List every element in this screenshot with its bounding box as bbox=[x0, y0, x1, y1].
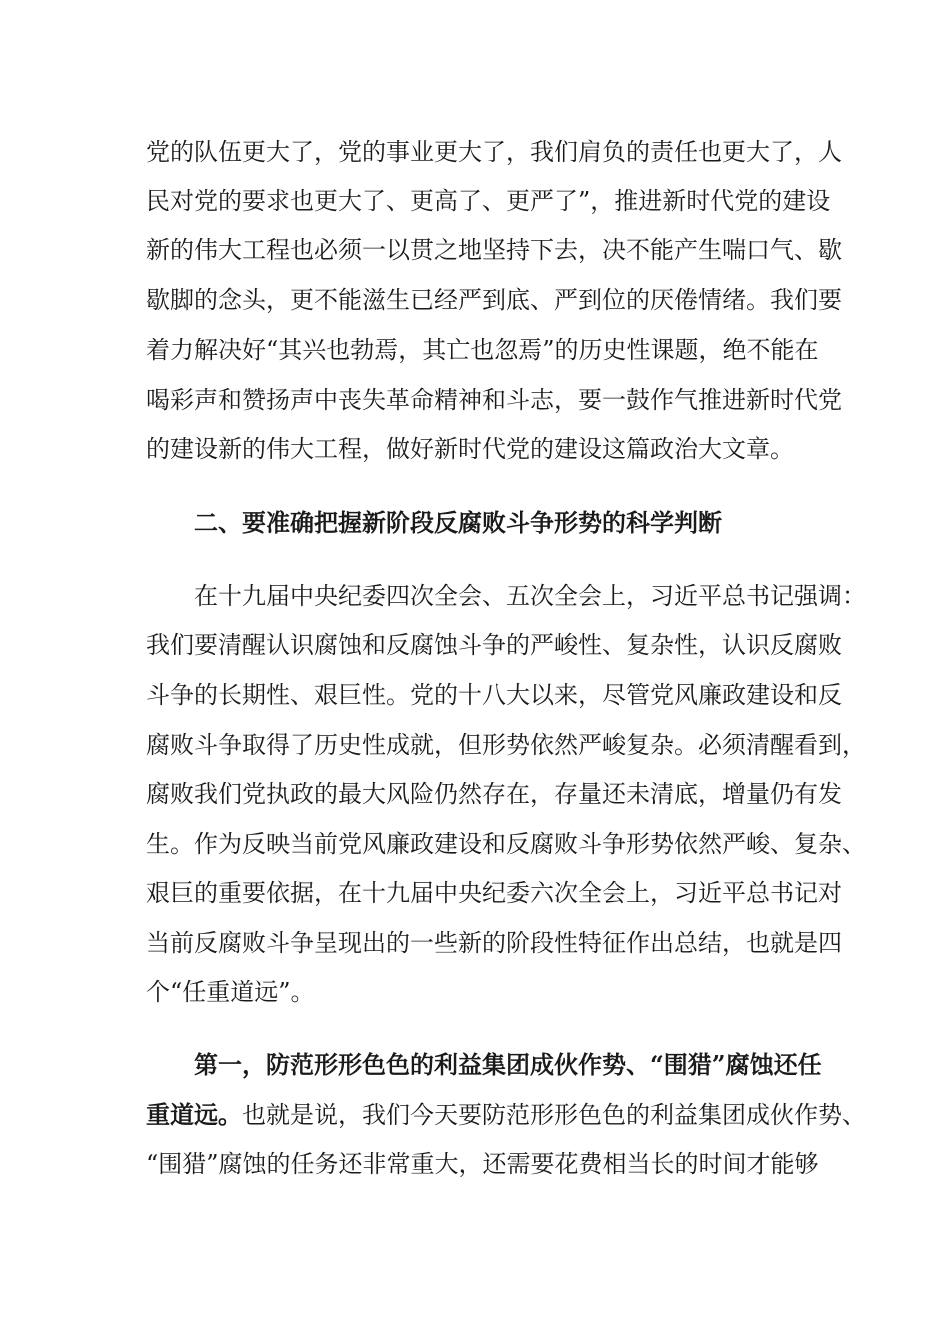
paragraph-2-line-3: 斗争的长期性、艰巨性。党的十八大以来，尽管党风廉政建设和反 bbox=[146, 681, 842, 709]
paragraph-3-line-2-text: 也就是说，我们今天要防范形形色色的利益集团成伙作势、 bbox=[242, 1101, 866, 1129]
paragraph-3-line-2 bbox=[146, 1100, 866, 1130]
paragraph-1-line-2: 民对党的要求也更大了、更高了、更严了”，推进新时代党的建设 bbox=[146, 187, 831, 215]
paragraph-2-line-7: 艰巨的重要依据，在十九届中央纪委六次全会上，习近平总书记对 bbox=[146, 879, 842, 907]
paragraph-2-line-5: 腐败我们党执政的最大风险仍然存在，存量还未清底，增量仍有发 bbox=[146, 780, 842, 808]
paragraph-2-line-1: 在十九届中央纪委四次全会、五次全会上，习近平总书记强调： bbox=[194, 582, 866, 610]
section-heading: 二、要准确把握新阶段反腐败斗争形势的科学判断 bbox=[194, 508, 722, 537]
paragraph-1-line-3: 新的伟大工程也必须一以贯之地坚持下去，决不能产生喘口气、歇 bbox=[146, 236, 842, 264]
paragraph-3-bold-lead: 重道远。 bbox=[146, 1100, 242, 1129]
paragraph-2-line-2: 我们要清醒认识腐蚀和反腐蚀斗争的严峻性、复杂性，认识反腐败 bbox=[146, 631, 842, 659]
paragraph-3-line-1: 第一，防范形形色色的利益集团成伙作势、“围猎”腐蚀还任 bbox=[194, 1050, 822, 1079]
paragraph-1-line-4: 歇脚的念头，更不能滋生已经严到底、严到位的厌倦情绪。我们要 bbox=[146, 286, 842, 314]
paragraph-2-line-9: 个“任重道远”。 bbox=[146, 978, 315, 1006]
paragraph-1-line-1: 党的队伍更大了，党的事业更大了，我们肩负的责任也更大了，人 bbox=[146, 138, 842, 166]
paragraph-2-line-6: 生。作为反映当前党风廉政建设和反腐败斗争形势依然严峻、复杂、 bbox=[146, 830, 866, 858]
paragraph-1-line-7: 的建设新的伟大工程，做好新时代党的建设这篇政治大文章。 bbox=[146, 435, 794, 463]
paragraph-1-line-6: 喝彩声和赞扬声中丧失革命精神和斗志，要一鼓作气推进新时代党 bbox=[146, 386, 842, 414]
paragraph-2-line-4: 腐败斗争取得了历史性成就，但形势依然严峻复杂。必须清醒看到， bbox=[146, 731, 866, 759]
paragraph-3-line-3: “围猎”腐蚀的任务还非常重大，还需要花费相当长的时间才能够 bbox=[146, 1150, 819, 1178]
paragraph-2-line-8: 当前反腐败斗争呈现出的一些新的阶段性特征作出总结，也就是四 bbox=[146, 929, 842, 957]
paragraph-1-line-5: 着力解决好“其兴也勃焉，其亡也忽焉”的历史性课题，绝不能在 bbox=[146, 336, 819, 364]
